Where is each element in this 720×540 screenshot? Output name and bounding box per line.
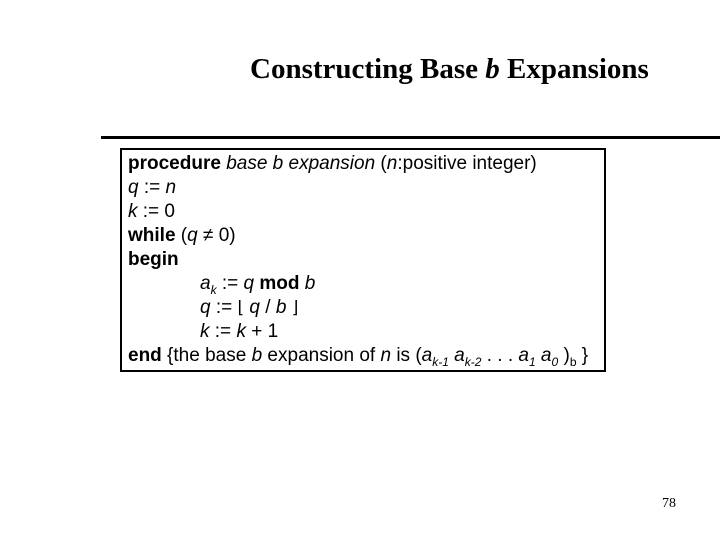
algorithm-line-end: end {the base b expansion of n is ($a_{k-1}$ $a_{k-2}$ . . . $a_1$ $a_0$ )$_b$ } [128,345,589,369]
algorithm-line-while: while (q ≠ 0) [128,225,236,246]
algorithm-line-begin: begin [128,249,179,270]
algorithm-line-quotient: q := ⌊ q / b ⌋ [200,297,299,318]
algorithm-line-assign-q: q := n [128,177,177,198]
algorithm-line-procedure: procedure base b expansion (n:positive integer) [128,153,537,174]
algorithm-box [120,148,606,372]
title-divider [101,136,720,139]
slide-title: Constructing Base b Expansions [250,53,649,85]
page-number: 78 [662,496,676,511]
algorithm-line-increment: k := k + 1 [200,321,279,342]
algorithm-line-assign-k: k := 0 [128,201,175,222]
algorithm-line-digit: $a_k$ := q mod b [200,273,316,297]
